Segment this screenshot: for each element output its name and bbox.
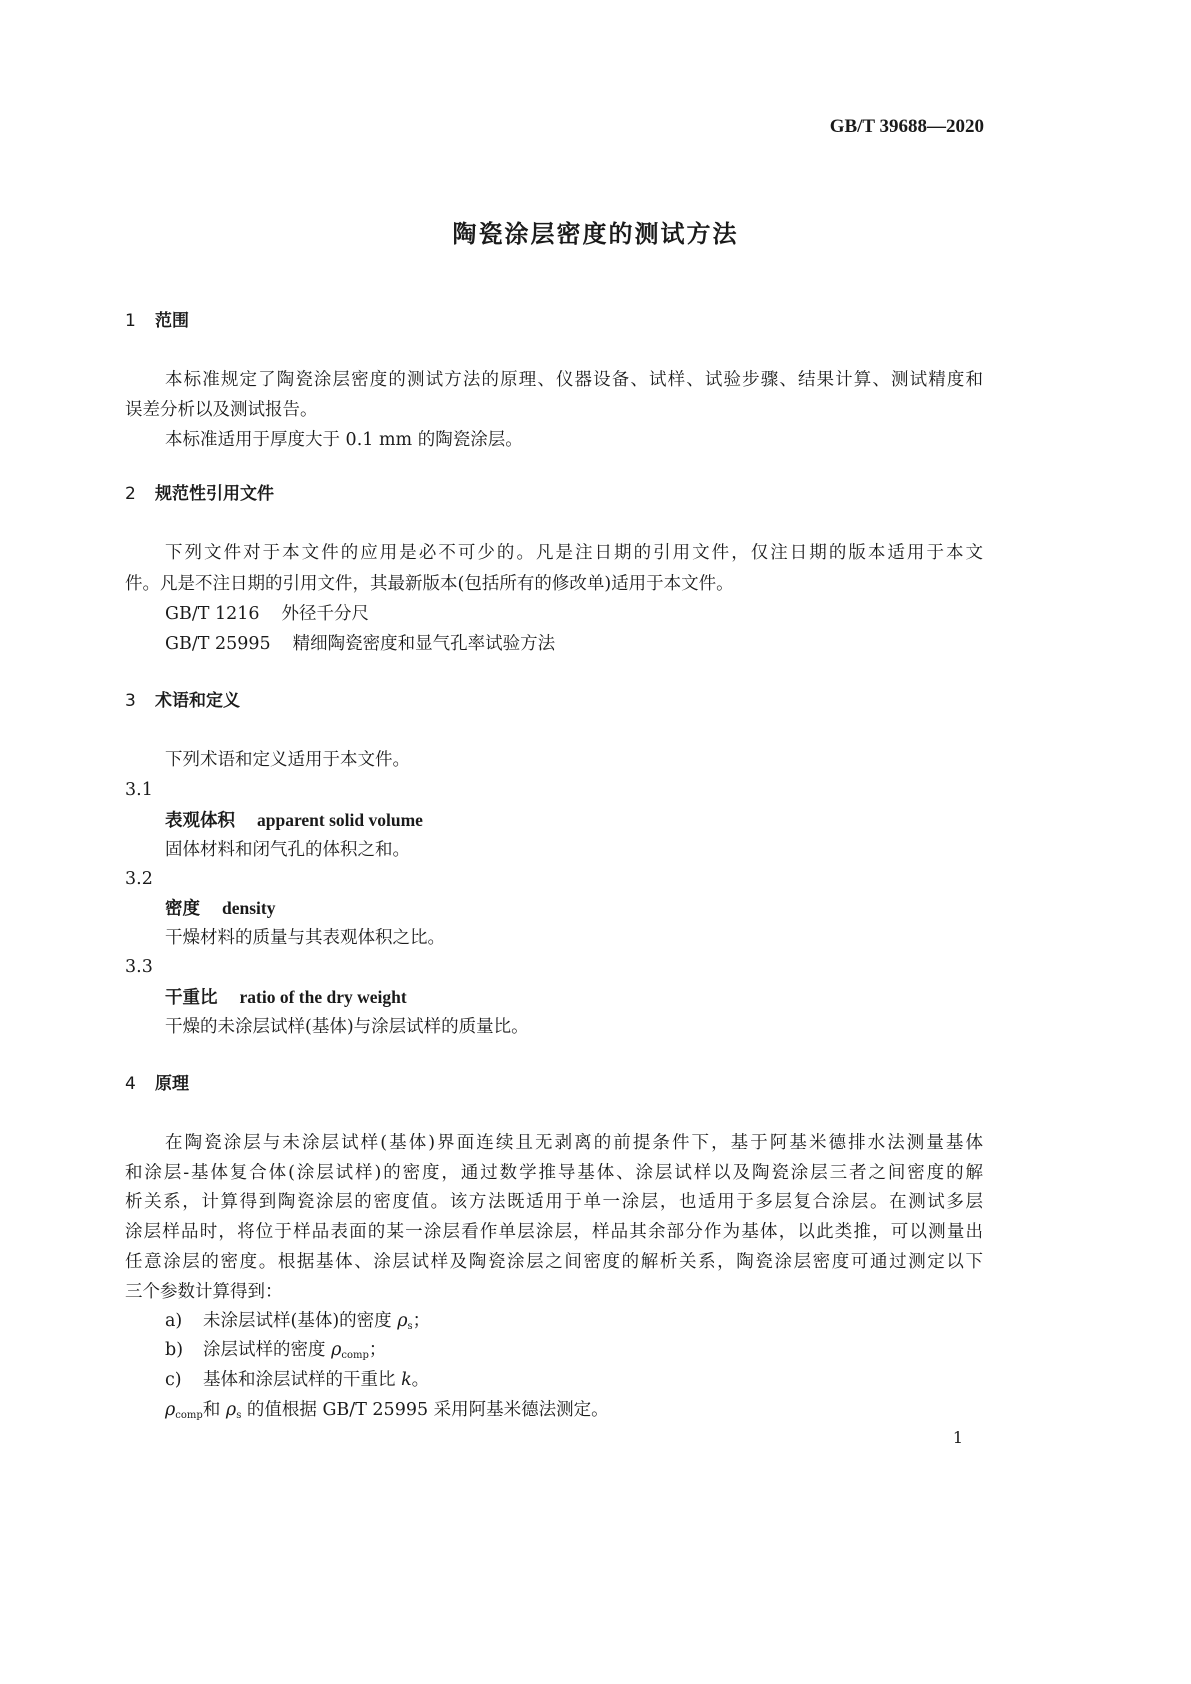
paragraph-line: 误差分析以及测试报告。 (125, 400, 318, 420)
page-title: 陶瓷涂层密度的测试方法 (452, 220, 739, 248)
paragraph-line: 件。凡是不注日期的引用文件，其最新版本(包括所有的修改单)适用于本文件。 (125, 574, 734, 594)
term-heading: 表观体积 apparent solid volume (165, 810, 423, 831)
term-heading: 干重比 ratio of the dry weight (165, 987, 407, 1008)
paragraph-line: 下列术语和定义适用于本文件。 (165, 750, 410, 770)
term-definition: 固体材料和闭气孔的体积之和。 (165, 840, 410, 860)
paragraph-line: 涂层样品时，将位于样品表面的某一涂层看作单层涂层，样品其余部分作为基体，以此类推，可以测量出 (125, 1222, 983, 1242)
paragraph-line: 在陶瓷涂层与未涂层试样(基体)界面连续且无剥离的前提条件下，基于阿基米德排水法测量基体 (165, 1133, 983, 1153)
list-item: a) 未涂层试样(基体)的密度 $\rho_s$； (165, 1311, 431, 1332)
term-definition: 干燥的未涂层试样(基体)与涂层试样的质量比。 (165, 1017, 529, 1037)
standard-number: GB/T 39688—2020 (829, 116, 984, 137)
paragraph-line: 任意涂层的密度。根据基体、涂层试样及陶瓷涂层之间密度的解析关系，陶瓷涂层密度可通过测定以下 (125, 1252, 983, 1272)
list-item: c) 基体和涂层试样的干重比 k。 (165, 1370, 430, 1390)
section-2-heading: 2 规范性引用文件 (125, 484, 274, 504)
paragraph-line: $\rho_{comp}$和 $\rho_s$ 的值根据 GB/T 25995 采用阿基米德法测定。 (165, 1400, 609, 1421)
paragraph-line: 和涂层-基体复合体(涂层试样)的密度，通过数学推导基体、涂层试样以及陶瓷涂层三者之间密度的解 (125, 1163, 983, 1183)
reference-item: GB/T 25995 精细陶瓷密度和显气孔率试验方法 (165, 634, 556, 654)
reference-item: GB/T 1216 外径千分尺 (165, 604, 370, 624)
section-1-heading: 1 范围 (125, 311, 189, 331)
section-4-heading: 4 原理 (125, 1074, 189, 1094)
term-heading: 密度 density (165, 898, 276, 919)
paragraph-line: 析关系，计算得到陶瓷涂层的密度值。该方法既适用于单一涂层，也适用于多层复合涂层。在测试多层 (125, 1192, 983, 1212)
page-number: 1 (952, 1428, 963, 1447)
term-number: 3.3 (125, 957, 153, 977)
term-number: 3.1 (125, 780, 153, 800)
term-definition: 干燥材料的质量与其表观体积之比。 (165, 928, 445, 948)
paragraph-line: 本标准适用于厚度大于 0.1 mm 的陶瓷涂层。 (165, 430, 523, 450)
term-number: 3.2 (125, 869, 153, 889)
paragraph-line: 下列文件对于本文件的应用是必不可少的。凡是注日期的引用文件，仅注日期的版本适用于本文 (165, 543, 983, 563)
paragraph-line: 本标准规定了陶瓷涂层密度的测试方法的原理、仪器设备、试样、试验步骤、结果计算、测试精度和 (165, 370, 983, 390)
section-3-heading: 3 术语和定义 (125, 691, 240, 711)
list-item: b) 涂层试样的密度 $\rho_{comp}$； (165, 1340, 387, 1361)
paragraph-line: 三个参数计算得到： (125, 1282, 283, 1302)
